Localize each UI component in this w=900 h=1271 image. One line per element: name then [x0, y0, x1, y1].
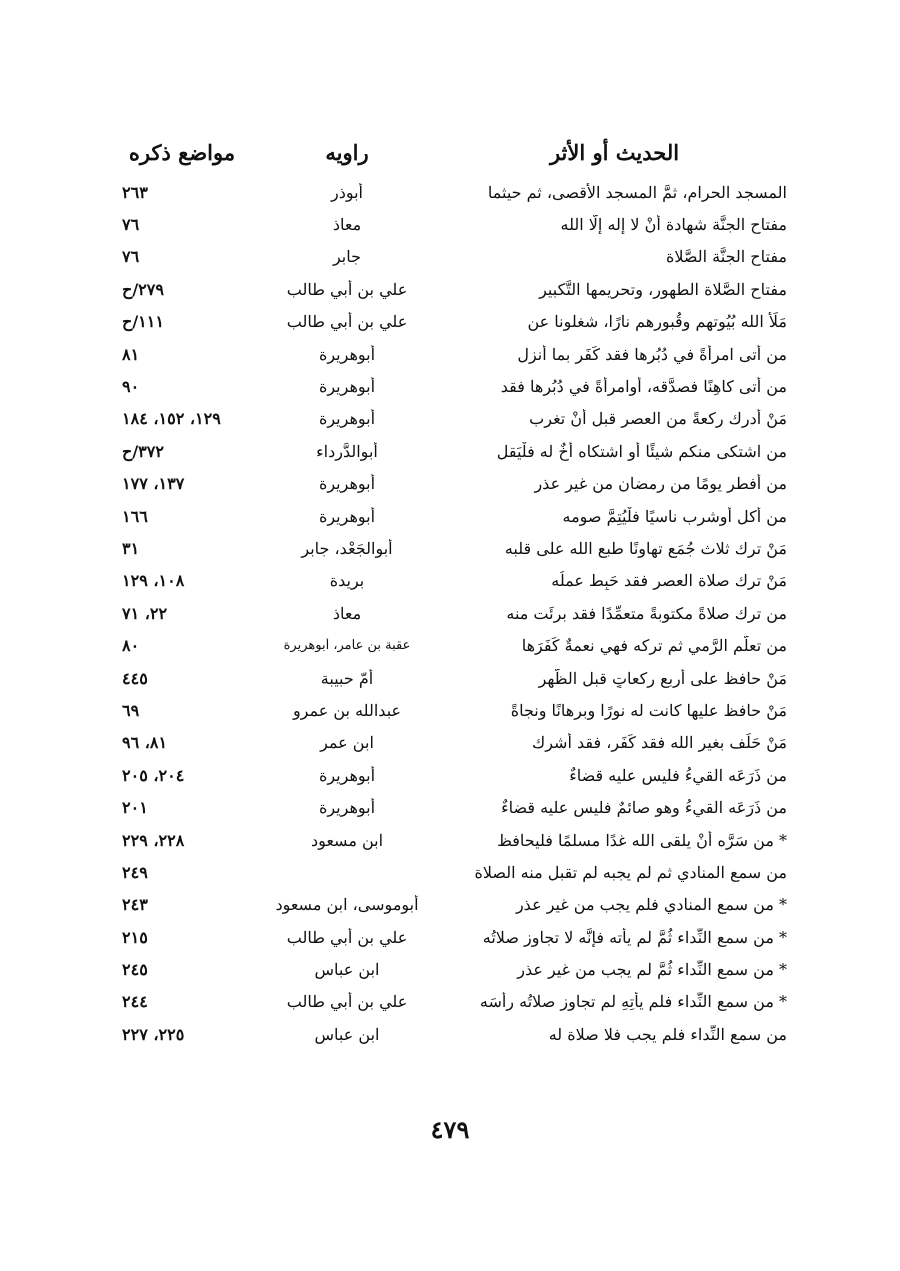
table-row	[112, 727, 787, 759]
hadith-text: مَلَأَ الله بُيُوتهم وقُبورهم نارًا، شغلونا عن	[527, 312, 787, 332]
table-row	[112, 1018, 787, 1050]
header-references: مواضع ذكره	[128, 140, 236, 165]
narrator-name: أبوهريرة	[318, 344, 376, 364]
hadith-text: * من سمع المنادي فلم يجب من غير عذرٍ	[515, 895, 787, 915]
index-rows	[112, 176, 787, 1051]
reference-pages: ٢٤٥	[122, 960, 148, 980]
hadith-text: من ترك صلاةً مكتوبةً متعمِّدًا فقد برِئَت منه	[506, 603, 787, 623]
narrator-name: أبوهريرة	[318, 377, 376, 397]
table-row	[112, 208, 787, 240]
narrator-name: أبوهريرة	[318, 765, 376, 785]
hadith-text: مفتاح الصَّلاة الطهور، وتحريمها التَّكبير	[539, 279, 787, 299]
hadith-text: من أتى كاهِنًا فصدَّقه، أوامرأةً في دُبُرها فقد	[500, 377, 787, 397]
header-narrator: راويه	[325, 140, 369, 165]
table-row	[112, 370, 787, 402]
narrator-name: ابن مسعود	[310, 830, 384, 850]
reference-pages: ٢٧٩/ح	[122, 279, 164, 299]
hadith-text: من أكل أوشرب ناسيًا فلْيُتِمَّ صومه	[562, 506, 787, 526]
reference-pages: ٢٠١	[122, 798, 148, 818]
hadith-text: مفتاح الجنَّة الصَّلاة	[665, 247, 787, 267]
narrator-name: أبوذر	[330, 182, 363, 202]
table-row	[112, 953, 787, 985]
reference-pages: ٨١، ٩٦	[122, 733, 168, 753]
reference-pages: ٣٧٢/ح	[122, 441, 164, 461]
hadith-text: المسجد الحرام، ثمَّ المسجد الأقصى، ثم حيثما	[487, 182, 787, 202]
table-row	[112, 694, 787, 726]
narrator-name: أبوهريرة	[318, 409, 376, 429]
reference-pages: ٢٦٣	[122, 182, 148, 202]
table-row	[112, 889, 787, 921]
narrator-name: ابن عباس	[314, 1024, 380, 1044]
hadith-text: * من سمع النِّداء ثُمَّ لم يأته فإنَّه لا تجاوز صلاتُه	[482, 927, 787, 947]
narrator-name: أبوالجَعْد، جابر	[301, 538, 393, 558]
narrator-name: بريدة	[329, 571, 365, 591]
table-row	[112, 241, 787, 273]
narrator-name: عقبة بن عامر، أبوهريرة	[283, 638, 411, 654]
narrator-name: علي بن أبي طالب	[286, 312, 408, 332]
table-header	[112, 140, 787, 170]
table-row	[112, 597, 787, 629]
hadith-text: مَنْ ترك ثلاث جُمَعٍ تهاونًا طبع الله على قلبه	[504, 538, 787, 558]
table-row	[112, 791, 787, 823]
reference-pages: ١٢٩، ١٥٢، ١٨٤	[122, 409, 221, 429]
table-row	[112, 824, 787, 856]
reference-pages: ١٦٦	[122, 506, 148, 526]
reference-pages: ٢٢٥، ٢٢٧	[122, 1024, 185, 1044]
narrator-name: علي بن أبي طالب	[286, 279, 408, 299]
header-hadith: الحديث أو الأثر	[549, 140, 680, 165]
table-row	[112, 856, 787, 888]
hadith-text: من أتى امرأةً في دُبُرها فقد كَفَر بما أُنزل	[517, 344, 787, 364]
hadith-text: من سمع النِّداء فلم يجب فلا صلاة له	[548, 1024, 787, 1044]
hadith-text: مَنْ ترك صلاة العصر فقد حَبِط عملُه	[551, 571, 787, 591]
reference-pages: ٨٠	[122, 636, 140, 656]
hadith-text: مَنْ حَلَف بغير الله فقد كَفَر، فقد أشرك	[532, 733, 787, 753]
hadith-text: من سمع المنادي ثم لم يجبه لم تقبل منه الصلاة	[474, 862, 787, 882]
hadith-text: مَنْ حافظ على أربع ركعاتٍ قبل الظُّهر	[538, 668, 787, 688]
table-row	[112, 662, 787, 694]
narrator-name: علي بن أبي طالب	[286, 927, 408, 947]
table-row	[112, 435, 787, 467]
reference-pages: ٧٦	[122, 247, 140, 267]
hadith-text: * من سَرَّه أنْ يلقى الله غدًا مسلمًا فليحافظ	[497, 830, 787, 850]
reference-pages: ١٠٨، ١٢٩	[122, 571, 185, 591]
table-row	[112, 403, 787, 435]
hadith-text: من تعلَّم الرَّمي ثم تركه فهي نعمةٌ كَفَرَها	[521, 636, 787, 656]
hadith-text: من ذَرَعَه القيءُ فليس عليه قضاءٌ	[569, 765, 787, 785]
table-row	[112, 306, 787, 338]
narrator-name: عبدالله بن عمرو	[292, 700, 402, 720]
hadith-text: مفتاح الجنَّة شهادة أنْ لا إله إلَّا الله	[560, 215, 787, 235]
table-row	[112, 629, 787, 661]
narrator-name: ابن عباس	[314, 960, 380, 980]
index-page	[112, 140, 787, 1051]
reference-pages: ٦٩	[122, 700, 140, 720]
reference-pages: ٢٢، ٧١	[122, 603, 168, 623]
narrator-name: أبوالدَّرداء	[316, 441, 378, 461]
table-row	[112, 338, 787, 370]
reference-pages: ٨١	[122, 344, 140, 364]
table-row	[112, 759, 787, 791]
narrator-name: جابر	[332, 247, 362, 267]
table-row	[112, 468, 787, 500]
table-row	[112, 273, 787, 305]
hadith-text: من ذَرَعَه القيءُ وهو صائمٌ فليس عليه قضاءٌ	[501, 798, 787, 818]
reference-pages: ١٣٧، ١٧٧	[122, 474, 185, 494]
reference-pages: ٢٤٩	[122, 862, 148, 882]
table-row	[112, 921, 787, 953]
hadith-text: مَنْ أدرك ركعةً من العصر قبل أنْ تغرب	[529, 409, 787, 429]
hadith-text: من اشتكى منكم شيئًا أو اشتكاه أخٌ له فلْيَقل	[496, 441, 787, 461]
reference-pages: ١١١/ح	[122, 312, 164, 332]
narrator-name: معاذ	[332, 603, 362, 623]
hadith-text: * من سمع النِّداء ثُمَّ لم يجب من غير عذرٍ	[517, 960, 787, 980]
table-row	[112, 500, 787, 532]
table-row	[112, 565, 787, 597]
narrator-name: أبوهريرة	[318, 474, 376, 494]
hadith-text: من أفطر يومًا من رمضان من غير عذرٍ	[534, 474, 787, 494]
reference-pages: ٢٤٣	[122, 895, 148, 915]
reference-pages: ٢١٥	[122, 927, 148, 947]
page-number: ٤٧٩	[430, 1115, 470, 1144]
narrator-name: علي بن أبي طالب	[286, 992, 408, 1012]
reference-pages: ٧٦	[122, 215, 140, 235]
narrator-name: أبوهريرة	[318, 506, 376, 526]
reference-pages: ٣١	[122, 538, 140, 558]
reference-pages: ٩٠	[122, 377, 140, 397]
narrator-name: أبوهريرة	[318, 798, 376, 818]
narrator-name: ابن عمر	[320, 733, 374, 753]
reference-pages: ٢٢٨، ٢٢٩	[122, 830, 185, 850]
hadith-text: * من سمع النِّداء فلم يأْتِهِ لم تجاوز صلاتُه رأْسَه	[479, 992, 787, 1012]
reference-pages: ٤٤٥	[122, 668, 148, 688]
narrator-name: أمّ حبيبة	[320, 668, 374, 688]
table-row	[112, 176, 787, 208]
hadith-text: مَنْ حافظ عليها كانت له نورًا وبرهانًا ونجاةً	[510, 700, 787, 720]
narrator-name: أبوموسى، ابن مسعود	[275, 895, 419, 915]
narrator-name: معاذ	[332, 215, 362, 235]
reference-pages: ٢٠٤، ٢٠٥	[122, 765, 185, 785]
table-row	[112, 532, 787, 564]
reference-pages: ٢٤٤	[122, 992, 148, 1012]
table-row	[112, 986, 787, 1018]
